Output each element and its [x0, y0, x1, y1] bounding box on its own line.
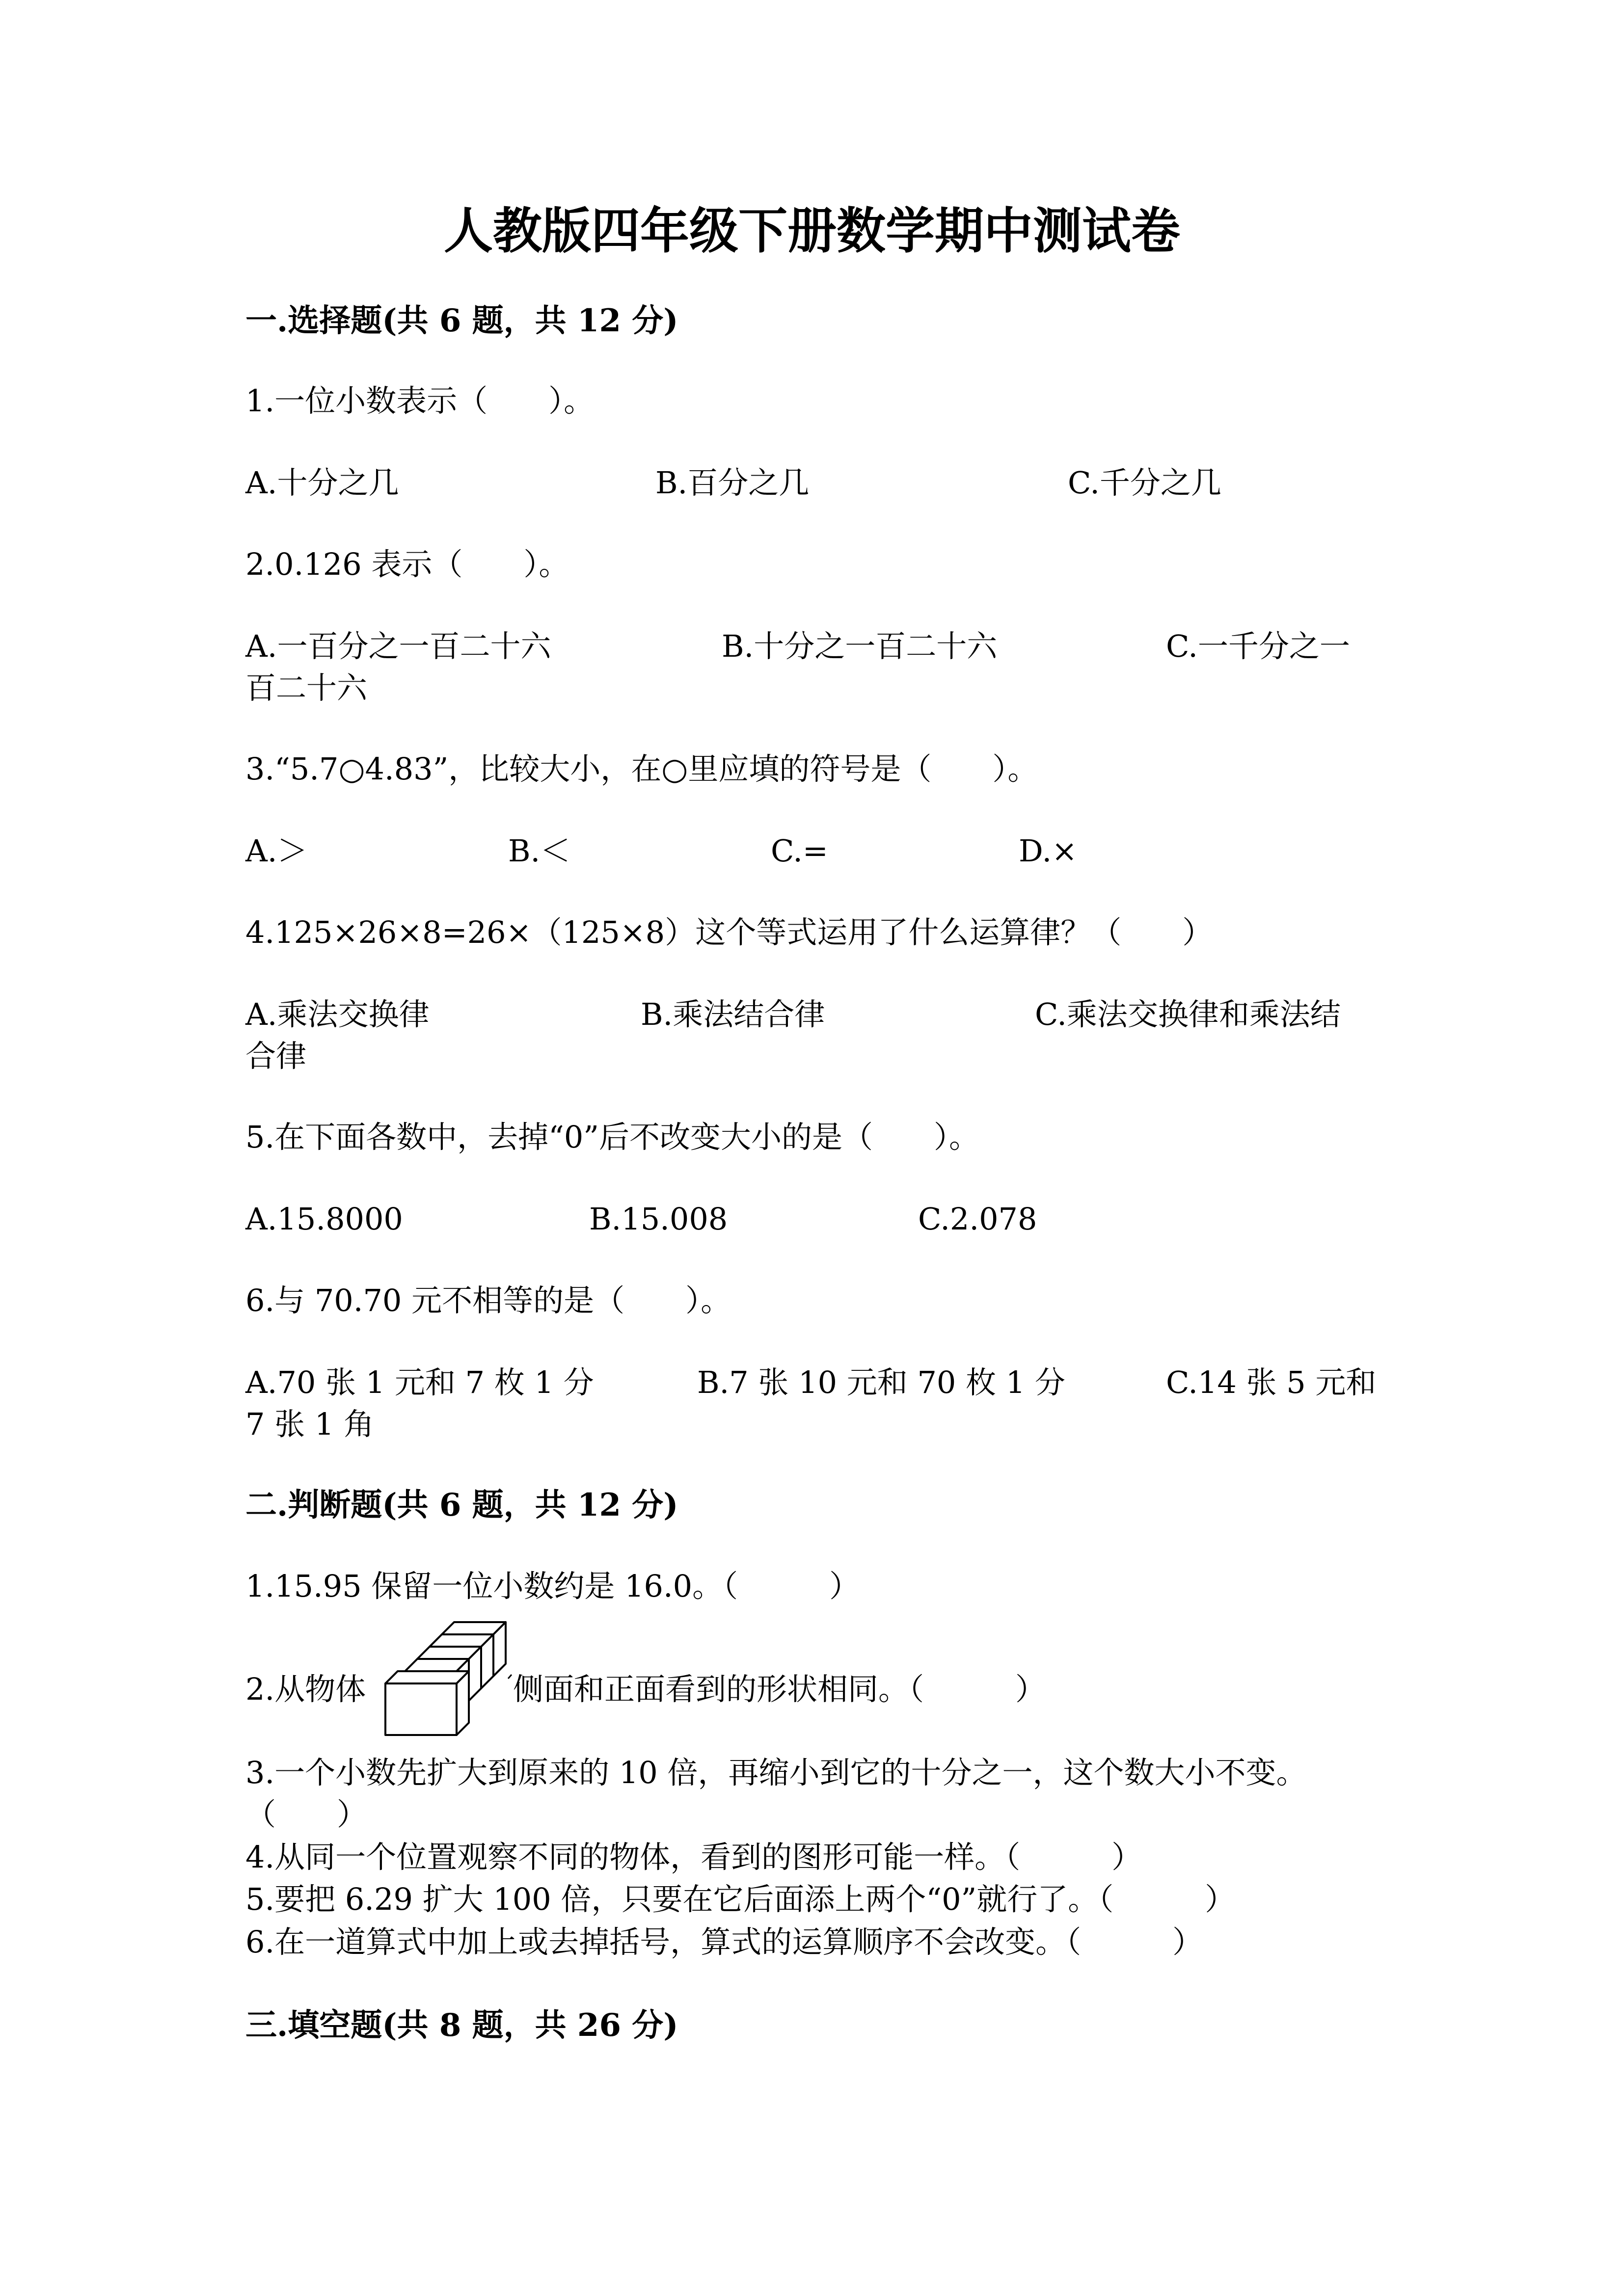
- judge-question-4: 4.从同一个位置观察不同的物体，看到的图形可能一样。（ ）: [245, 1839, 1142, 1875]
- choice-6-option-c-wrap: 7 张 1 角: [245, 1406, 375, 1442]
- choice-question-2: 2.0.126 表示（ ）。: [245, 546, 569, 582]
- choice-3-option-a: A.＞: [245, 833, 308, 869]
- choice-4-option-b: B.乘法结合律: [641, 996, 825, 1032]
- choice-question-3: 3.“5.7○4.83”，比较大小，在○里应填的符号是（ ）。: [245, 751, 1038, 787]
- judge-question-2-start: 2.从物体: [245, 1671, 366, 1707]
- section-heading-fill: 三.填空题(共 8 题，共 26 分): [245, 2007, 678, 2044]
- choice-6-option-a: A.70 张 1 元和 7 枚 1 分: [245, 1364, 594, 1400]
- choice-question-4: 4.125×26×8=26×（125×8）这个等式运用了什么运算律？（ ）: [245, 914, 1213, 950]
- choice-2-option-c-wrap: 百二十六: [245, 670, 368, 706]
- choice-4-option-c: C.乘法交换律和乘法结: [1035, 996, 1341, 1032]
- choice-5-option-c: C.2.078: [918, 1201, 1037, 1237]
- choice-3-option-c: C.=: [771, 833, 828, 869]
- choice-4-option-c-wrap: 合律: [245, 1038, 307, 1074]
- judge-question-2-end: 侧面和正面看到的形状相同。（ ）: [513, 1671, 1046, 1707]
- choice-2-option-b: B.十分之一百二十六: [722, 628, 998, 664]
- choice-1-option-b: B.百分之几: [655, 465, 810, 501]
- choice-1-option-c: C.千分之几: [1068, 465, 1221, 501]
- choice-6-option-c: C.14 张 5 元和: [1166, 1364, 1377, 1400]
- judge-question-3: 3.一个小数先扩大到原来的 10 倍，再缩小到它的十分之一，这个数大小不变。: [245, 1755, 1307, 1790]
- judge-question-1: 1.15.95 保留一位小数约是 16.0。（ ）: [245, 1568, 860, 1604]
- choice-question-1: 1.一位小数表示（ ）。: [245, 383, 595, 419]
- choice-5-option-b: B.15.008: [589, 1201, 728, 1237]
- choice-6-option-b: B.7 张 10 元和 70 枚 1 分: [697, 1364, 1065, 1400]
- judge-question-3-wrap: （ ）: [245, 1796, 368, 1832]
- choice-2-option-c: C.一千分之一: [1166, 628, 1350, 664]
- choice-5-option-a: A.15.8000: [245, 1201, 403, 1237]
- cube-stack-figure: [383, 1620, 513, 1737]
- page-title: 人教版四年级下册数学期中测试卷: [444, 202, 1180, 260]
- section-heading-judge: 二.判断题(共 6 题，共 12 分): [245, 1487, 678, 1523]
- judge-question-5: 5.要把 6.29 扩大 100 倍，只要在它后面添上两个“0”就行了。（ ）: [245, 1881, 1236, 1917]
- choice-question-6: 6.与 70.70 元不相等的是（ ）。: [245, 1282, 731, 1318]
- choice-4-option-a: A.乘法交换律: [245, 996, 430, 1032]
- choice-2-option-a: A.一百分之一百二十六: [245, 628, 551, 664]
- judge-question-6: 6.在一道算式中加上或去掉括号，算式的运算顺序不会改变。（ ）: [245, 1924, 1203, 1960]
- choice-question-5: 5.在下面各数中，去掉“0”后不改变大小的是（ ）。: [245, 1119, 979, 1155]
- choice-1-option-a: A.十分之几: [245, 465, 399, 501]
- section-heading-choice: 一.选择题(共 6 题，共 12 分): [245, 302, 678, 339]
- choice-3-option-d: D.×: [1019, 833, 1078, 869]
- choice-3-option-b: B.＜: [508, 833, 571, 869]
